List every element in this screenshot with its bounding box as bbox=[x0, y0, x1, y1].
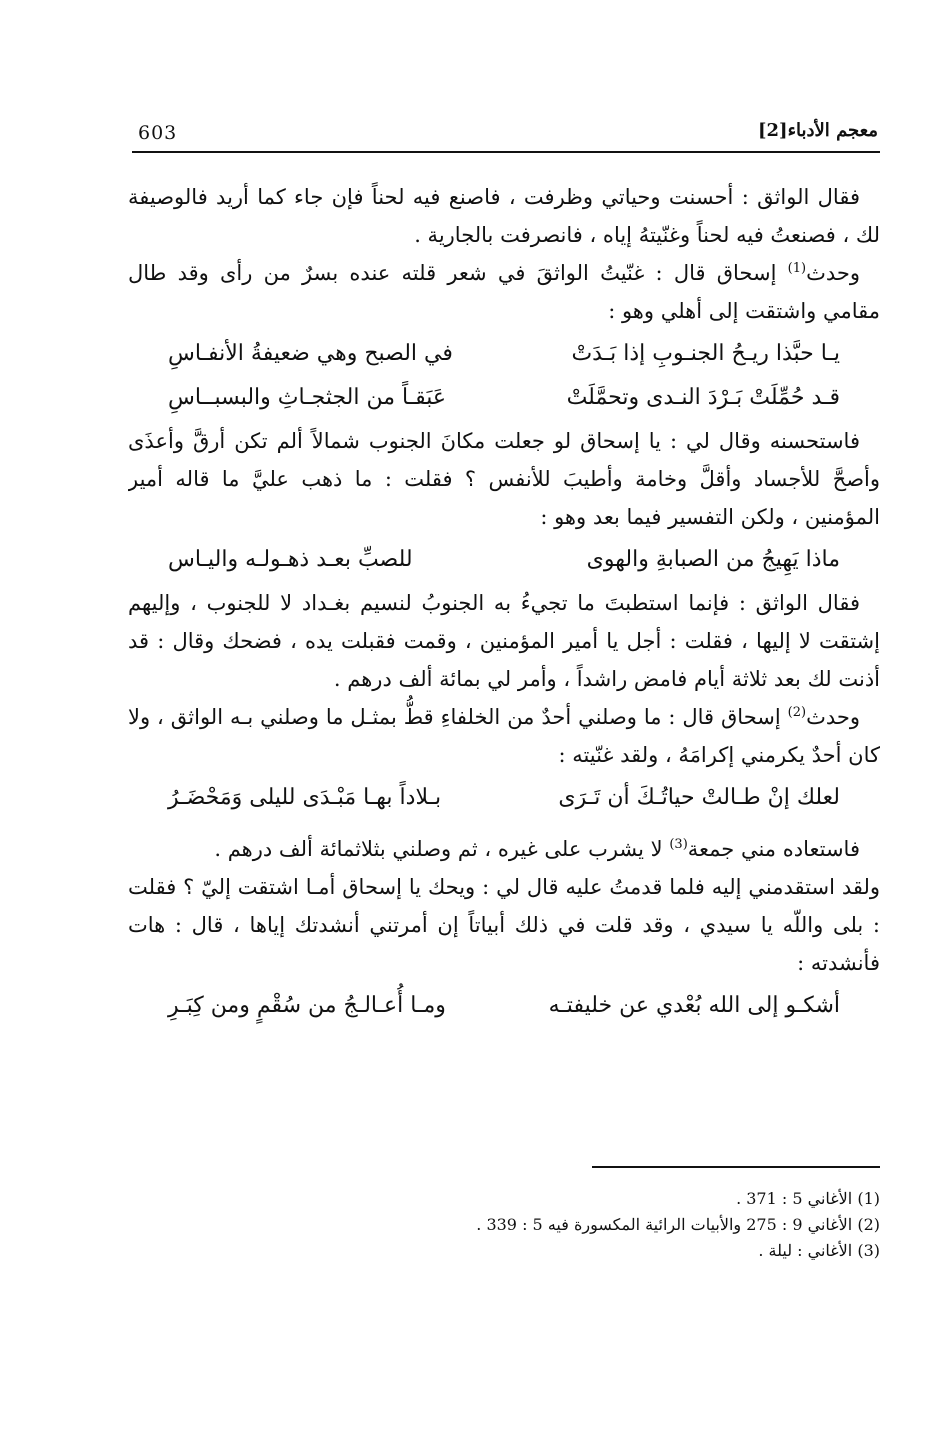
verse-1-second-hemistich: في الصبح وهي ضعيفةُ الأنفـاسِ bbox=[168, 341, 453, 366]
book-title: معجم الأدباء[2] bbox=[757, 120, 878, 141]
verse-5 bbox=[128, 986, 880, 1026]
verse-5-first-hemistich: أشكـو إلى الله بُعْدي عن خليفتـه bbox=[548, 993, 840, 1018]
verse-1 bbox=[128, 334, 880, 374]
paragraph-2 bbox=[128, 254, 880, 330]
paragraph-5-start: وحدث bbox=[806, 705, 860, 729]
page-number: 603 bbox=[138, 122, 178, 144]
verse-3-first-hemistich: ماذا يَهِيجُ من الصبابةِ والهوى bbox=[586, 547, 840, 572]
verse-4 bbox=[128, 778, 880, 818]
footnote-2: (2) الأغاني 9 : 275 والأبيات الرائية المكسورة فيه 5 : 339 . bbox=[476, 1215, 880, 1234]
footnotes bbox=[300, 1186, 880, 1264]
paragraph-3: فاستحسنه وقال لي : يا إسحاق لو جعلت مكانَ الجنوب شمالاً ألم تكن أرقَّ وأعذَى وأصحَّ للأجساد وأقلَّ وخامة وأطيبَ للأنفس ؟ فقلت : ما ذهب عليَّ ما قاله أمير المؤمنين ، ولكن التفسير فيما بعد وهو : bbox=[128, 429, 880, 529]
verse-2-first-hemistich: قـد حُمِّلَتْ بَـرْدَ النـدى وتحمَّلَتْ bbox=[566, 385, 840, 410]
verse-2-second-hemistich: عَبَقـاً من الجثجـاثِ والبسبــاسِ bbox=[168, 385, 447, 410]
paragraph-2-rest: إسحاق قال : غنّيتُ الواثقَ في شعر قلته عنده بسرٌ من رأى وقد طال مقامي واشتقت إلى أهلي وهو : bbox=[128, 261, 880, 323]
verse-2 bbox=[128, 378, 880, 418]
verse-5-second-hemistich: ومـا أُعـالـجُ من سُقْمٍ ومن كِبَـرِ bbox=[168, 993, 446, 1018]
paragraph-1: فقال الواثق : أحسنت وحياتي وظرفت ، فاصنع فيه لحناً فإن جاء كما أريد فالوصيفة لك ، فصنعتُ فيه لحناً وغنّيتهُ إياه ، فانصرفت بالجارية . bbox=[128, 185, 880, 247]
header-rule bbox=[132, 151, 880, 153]
paragraph-6-start: فاستعاده مني جمعة bbox=[687, 837, 860, 861]
paragraph-7: ولقد استقدمني إليه فلما قدمتُ عليه قال لي : ويحك يا إسحاق أمـا اشتقت إليّ ؟ فقلت : بلى واللّه يا سيدي ، وقد قلت في ذلك أبياتاً إن أمرتني أنشدتك إياها ، قال : هات فأنشدته : bbox=[128, 875, 880, 975]
paragraph-4: فقال الواثق : فإنما استطبتَ ما تجيءُ به الجنوبُ لنسيم بغـداد لا للجنوب ، وإليهم إشتقت لا إليها ، فقلت : أجل يا أمير المؤمنين ، وقمت فقبلت يده ، فضحك وقال : قد أذنت لك بعد ثلاثة أيام فامض راشداً ، وأمر لي بمائة ألف درهم . bbox=[128, 591, 880, 691]
paragraph-6-rest: لا يشرب على غيره ، ثم وصلني بثلاثمائة ألف درهم . bbox=[214, 837, 670, 861]
verse-4-second-hemistich: بـلاداً بهـا مَبْـدَى لليلى وَمَحْضَـرُ bbox=[168, 785, 442, 810]
verse-1-first-hemistich: يـا حبَّذا ريـحُ الجنـوبِ إذا بَـدَتْ bbox=[571, 341, 840, 366]
paragraph-6 bbox=[128, 830, 880, 868]
verse-3 bbox=[128, 540, 880, 580]
verse-3-second-hemistich: للصبِّ بعـد ذهـولـه واليـاس bbox=[168, 547, 413, 572]
footnote-rule bbox=[592, 1166, 880, 1168]
running-header bbox=[132, 110, 880, 150]
footnote-1: (1) الأغاني 5 : 371 . bbox=[736, 1189, 880, 1208]
paragraph-5-rest: إسحاق قال : ما وصلني أحدٌ من الخلفاءِ قطُّ بمثـل ما وصلني بـه الواثق ، ولا كان أحدٌ يكرمني إكرامَهُ ، ولقد غنّيته : bbox=[128, 705, 880, 767]
footnote-ref-3[interactable]: (3) bbox=[669, 837, 688, 852]
verse-4-first-hemistich: لعلك إنْ طـالتْ حياتُـكَ أن تَـرَى bbox=[558, 785, 840, 810]
footnote-3: (3) الأغاني : ليلة . bbox=[758, 1241, 880, 1260]
paragraph-5 bbox=[128, 698, 880, 774]
main-text bbox=[128, 178, 880, 1138]
footnote-ref-2[interactable]: (2) bbox=[787, 705, 807, 720]
spacer bbox=[128, 822, 880, 830]
paragraph-2-start: وحدث bbox=[806, 261, 860, 285]
footnote-ref-1[interactable]: (1) bbox=[787, 261, 807, 276]
